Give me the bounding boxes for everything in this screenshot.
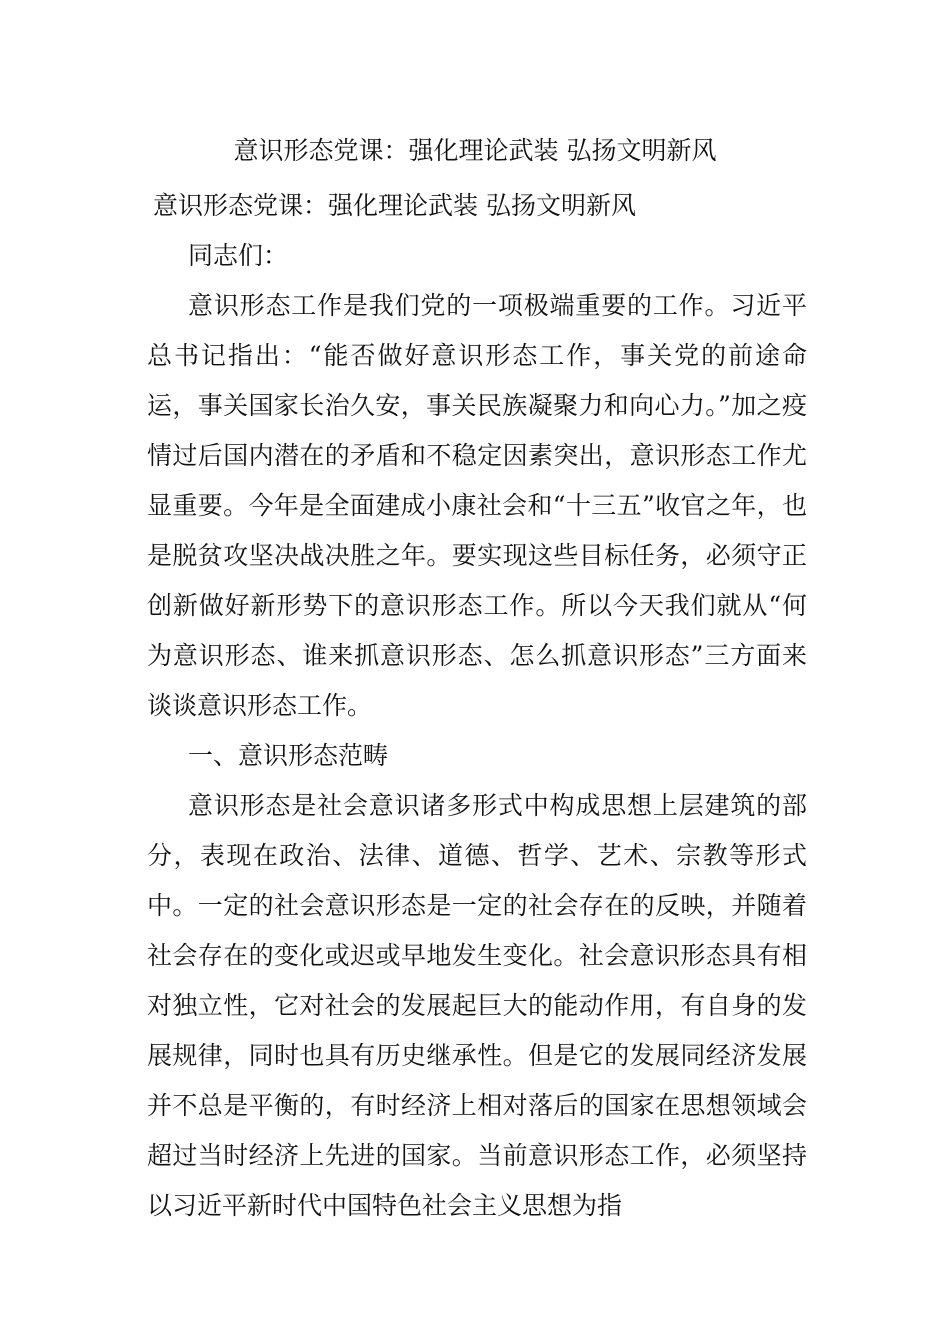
document-subtitle: 意识形态党课：强化理论武装 弘扬文明新风: [153, 191, 636, 220]
section-heading-1: 一、意识形态范畴: [188, 741, 389, 770]
document-title: 意识形态党课：强化理论武装 弘扬文明新风: [233, 136, 717, 165]
paragraph-intro: 意识形态工作是我们党的一项极端重要的工作。习近平总书记指出：“能否做好意识形态工作，事关党的前途命运，事关国家长治久安，事关民族凝聚力和向心力。”加之疫情过后国内潜在的矛盾和不稳定因素突出，意识形态工作尤显重要。今年是全面建成小康社会和“十三五”收官之年，也是脱贫攻坚决战决胜之年。要实现这些目标任务，必须守正创新做好新形势下的意识形态工作。所以今天我们就从“何为意识形态、谁来抓意识形态、怎么抓意识形态”三方面来谈谈意识形态工作。: [147, 291, 807, 720]
salutation: 同志们：: [188, 241, 289, 270]
document-body: [147, 181, 807, 1231]
paragraph-section-1: 意识形态是社会意识诸多形式中构成思想上层建筑的部分，表现在政治、法律、道德、哲学、艺术、宗教等形式中。一定的社会意识形态是一定的社会存在的反映，并随着社会存在的变化或迟或早地发生变化。社会意识形态具有相对独立性，它对社会的发展起巨大的能动作用，有自身的发展规律，同时也具有历史继承性。但是它的发展同经济发展并不总是平衡的，有时经济上相对落后的国家在思想领域会超过当时经济上先进的国家。当前意识形态工作，必须坚持以习近平新时代中国特色社会主义思想为指: [147, 791, 807, 1220]
